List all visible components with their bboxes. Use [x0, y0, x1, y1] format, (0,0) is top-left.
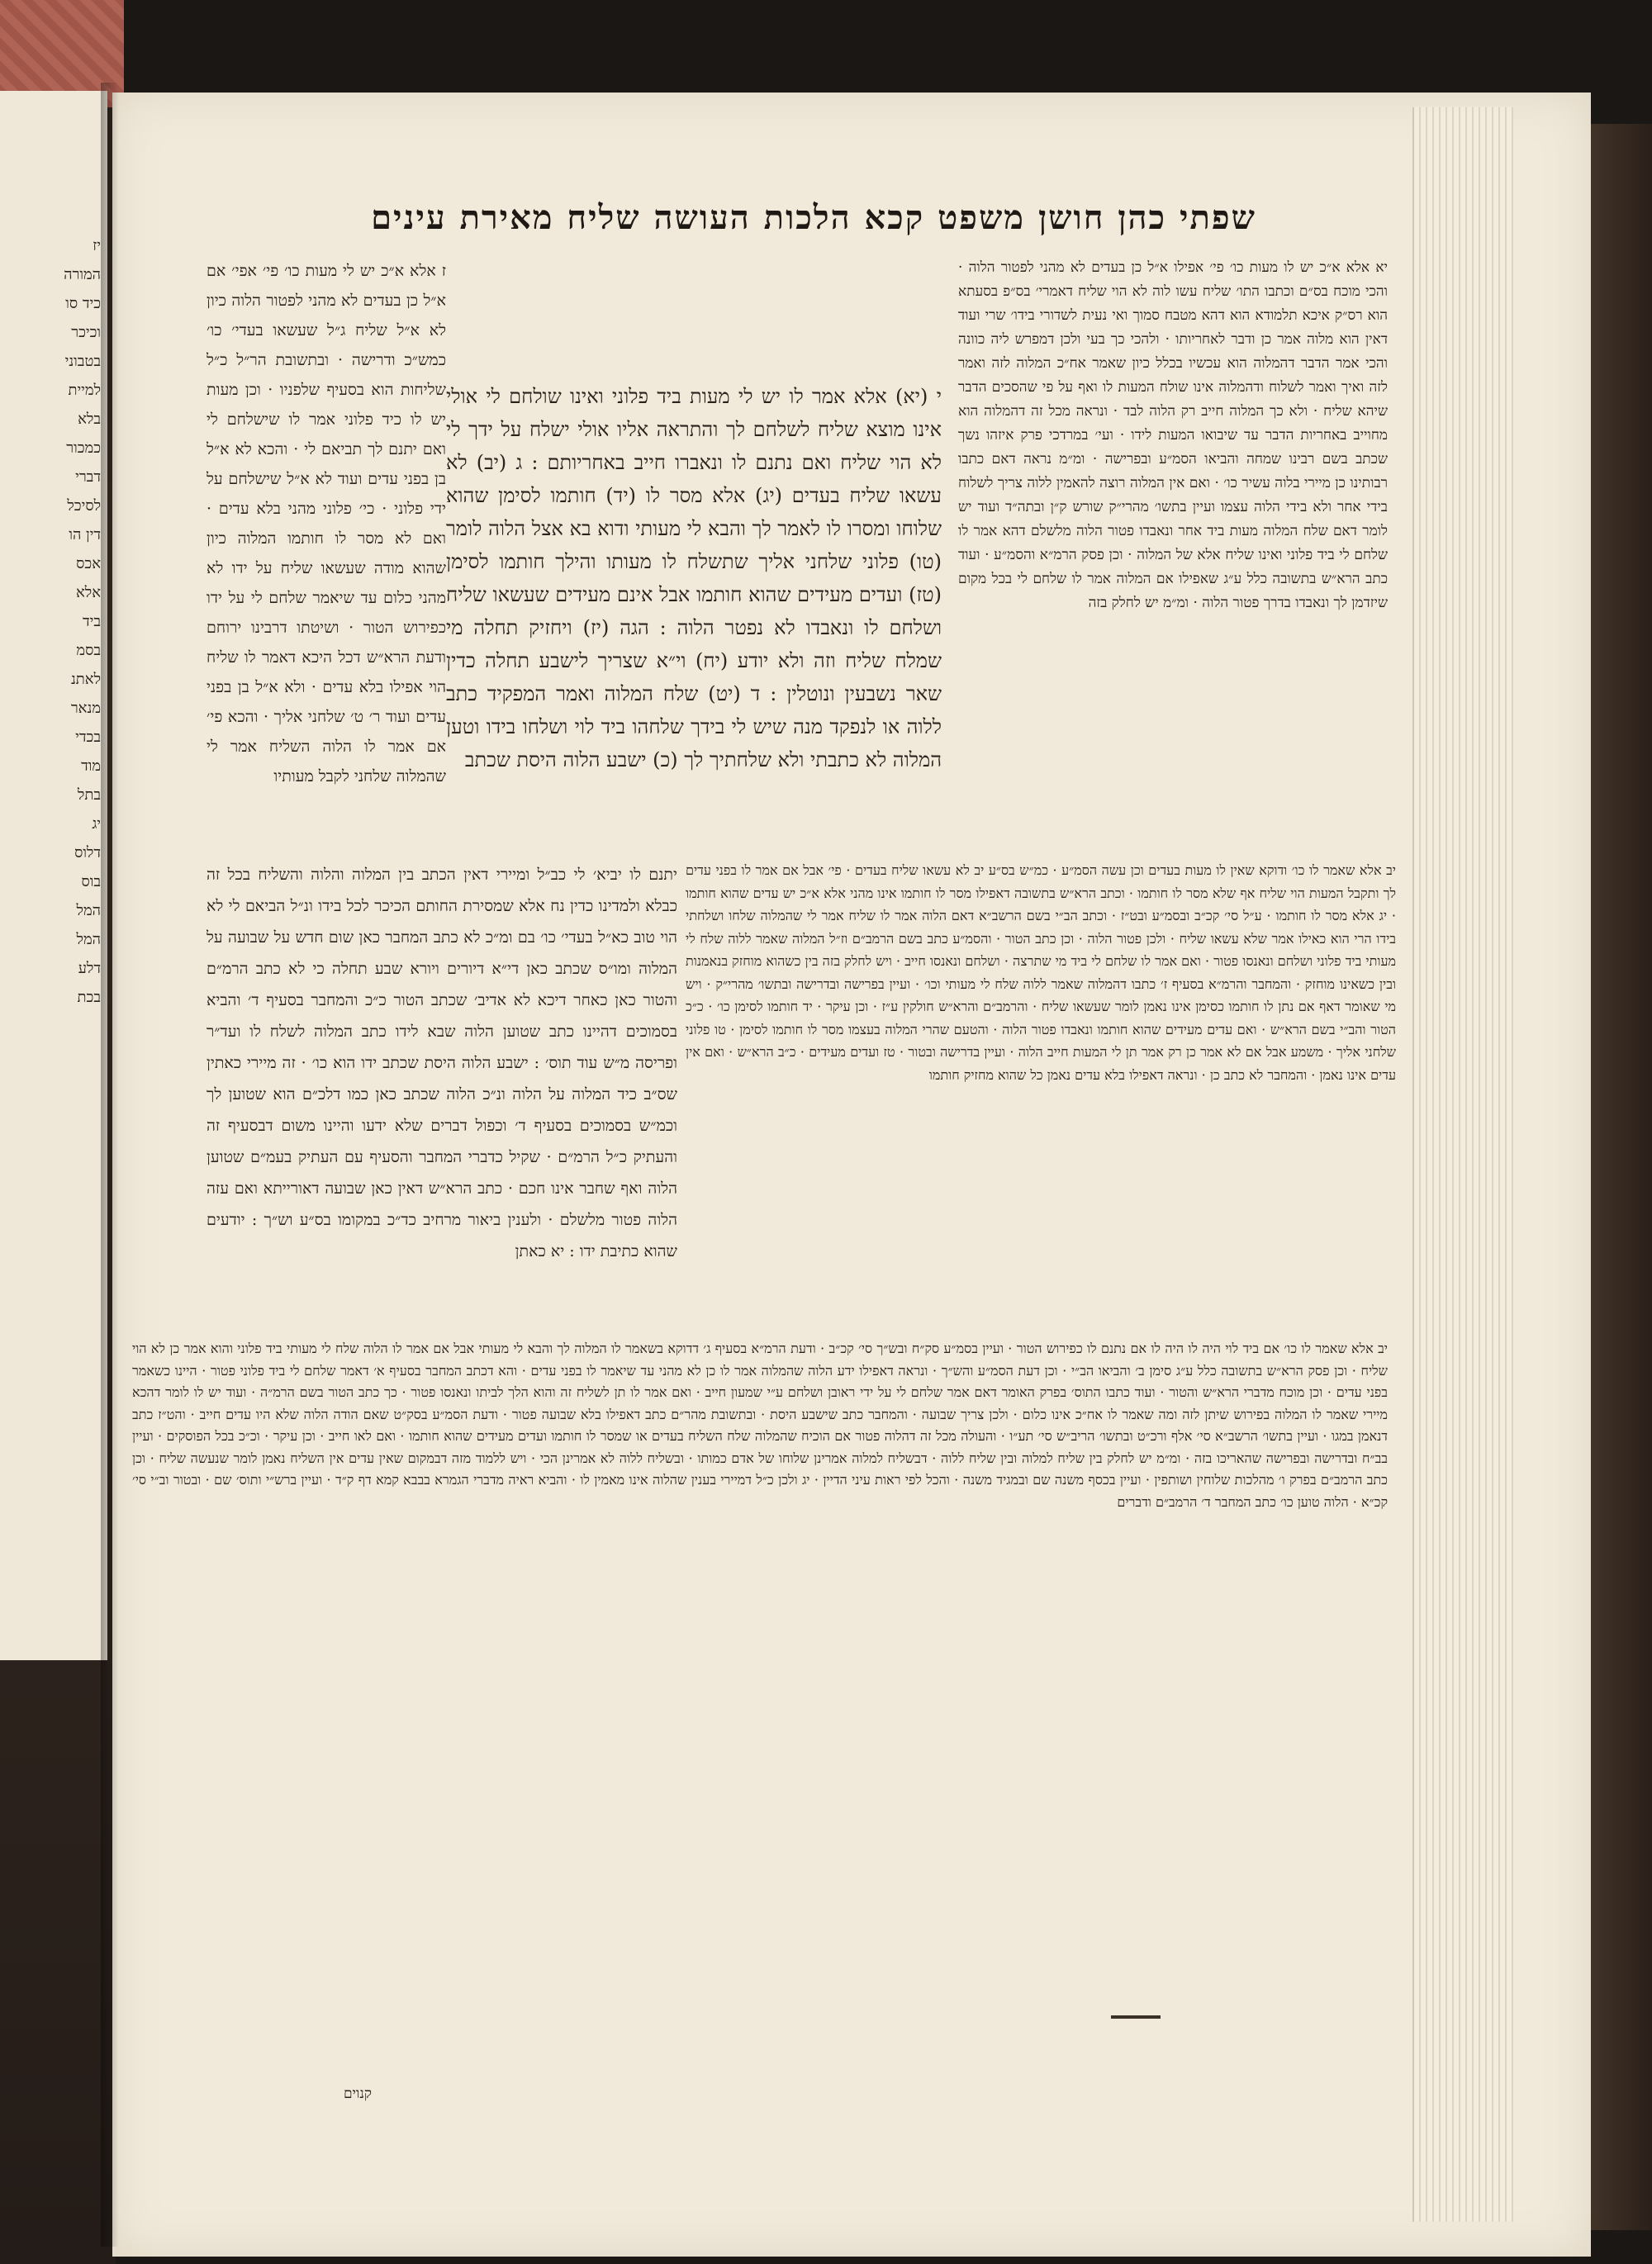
commentary-block-left: יתנם לו יביא׳ לי כב״ל ומיירי דאין הכתב בין המלוה והלוה והשליח בכל זה כבלא ולמדינו כדין נח אלא שמסירת החותם הכיכר לכל בידו ונ״ל הביאם לי לא הוי טוב כא״ל בעדי׳ כו׳ בם ומ״כ לא כתב המחבר כאן שום חדש על שבועה על המלוה ומו״ס שכתב כאן די״א דיורים ויורא שבע תחלה כי לא כתב הרמ״ם והטור כאן כאחר דיכא לא אדיב׳ שכתב הטור כ״כ והמחבר בסעיף ד׳ והביא בסמוכים דהיינו כתב שטוען הלוה שבא לידו כתב המלוה לשלח לו ועד״ר ופריסה מ״ש עוד תוס׳ : ישבע הלוה היסת שכתב ידו הוא כו׳ · זה מיירי כאתין שס״ב כיד המלוה על הלוה ונ״כ הלוה שכתב כאן כמו דלכ״ם הוא שטוען לך וכמ״ש בסמוכים בסעיף ד׳ וכפול דברים שלא ידעו והיינו משום דבסעיף זה והעתיק כ״ל הרמ״ם · שקיל כדברי המחבר והסעיף עם העתיק בעמ״ם שטוען הלוה ואף שחבר אינו חכם · כתב הרא״ש דאין כאן שבועה דאורייתא ואם עזה הלוה פטור מלשלם · ולענין ביאור מרחיב כד״כ במקומו בס״ע וש״ך : יודעים שהוא כתיבת ידו : יא כאתן	[206, 866, 677, 1260]
ornament-line	[1111, 2015, 1161, 2019]
running-head: שפתי כהן חושן משפט קכא הלכות העושה שליח מאירת עינים	[371, 198, 1256, 237]
left-page	[0, 91, 107, 1660]
commentary-column-right: יא אלא א״כ יש לו מעות כו׳ פי׳ אפילו א״ל כן בעדים לא מהני לפטור הלוה · והכי מוכח בס״ם וכתבו התו׳ שליח עשו לוה לא הוי שליח דאמרי׳ בס״פ בסעתא הוא רס״ק איכא תלמודא הוא דהא מטבח סמוך ואי נעית לשדורי בידו׳ שרי ועוד דאין הוא מלוה אמר כן ודבר לאחריותו · ולהכי כך בעי ולכן דמפרש ליה כוונה והכי אמר הדבר דהמלוה הוא עכשיו בכלל כיון שאמר אח״כ המלוה לזה ואמר לזה ואיך ואמר לשלוח ודהמלוה אינו שולח המעות לו ואף על פי שהסכים הדבר שיהא שליח · ולא כך המלוה חייב רק הלוה לבד · ונראה מכל זה דהמלוה הוא מחוייב באחריות הדבר עד שיבואו המעות לידו · ועי׳ במרדכי פרק איזהו נשך שכתב בשם רבינו שמחה והביאו הסמ״ע ובפרישה · ומ״מ נראה דאם כתבו רבותינו כן מיירי בלוה עשיר כו׳ · ואם אין המלוה רוצה להאמין ללוה צריך לשלוח בידי אחר ולא בידי הלוה עצמו ועיין בתשו׳ מהרי״ק שורש ק״ן ובתה״ד ועוד יש לומר דאם שלח המלוה מעות ביד אחר ונאבדו פטור הלוה מלשלם דהא אמר לו שלחם לי ביד פלוני ואינו שליח אלא של המלוה · וכן פסק הרמ״א והסמ״ע · ועוד כתב הרא״ש בתשובה כלל ע״ג שאפילו אם המלוה אמר לו שלחם לי בכל מקום שיזדמן לך ונאבדו בדרך פטור הלוה · ומ״מ יש לחלק בזה	[958, 259, 1388, 611]
left-page-text: יז המורה כיד סו וכיכר בטבוני למיית בלא כמכור דברי לסיכל דין הו אכס אלא ביד בסמ לאתנ מנאר בכדי מוד בתל יג דלוס בוס המל המל דלע בכת	[64, 237, 101, 1006]
page-edges	[1412, 107, 1513, 2222]
commentary-block-middle: יב אלא שאמר לו כו׳ ודוקא שאין לו מעות בעדים וכן עשה הסמ״ע · כמ״ש בס״ע יב לא עשאו שליח בעדים · פי׳ אבל אם אמר לו בפני עדים לך ותקבל המעות הוי שליח אף שלא מסר לו חותמו · וכתב הרא״ש בתשובה דאפילו מסר לו חותמו אינו מהני אלא א״כ יש עדים שהוא חותמו · יג אלא מסר לו חותמו · ע״ל סי׳ קכ״ב ובסמ״ע ובט״ז · וכתב הב״י בשם הרשב״א דאם הלוה אמר לו שליח אמר לי שהמלוה שלחו ושלחתי בידו הרי הוא כאילו אמר שלא עשאו שליח · ולכן פטור הלוה · וכן כתב הטור · והסמ״ע כתב בשם הרמב״ם וז״ל המלוה שאמר ללוה שלח לי מעותי ביד פלוני ושלחם ונאנסו פטור · ואם אמר לו שלחם לי ביד מי שתרצה · ושלחם ונאנסו חייב · ויש לחלק בזה בין כשהוא מוחזק בנאמנות ובין כשאינו מוחזק · והמחבר והרמ״א בסעיף ז׳ כתבו דהמלוה שאמר ללוה שלח לי מעותי וכו׳ · ועיין בפרישה ובדרישה ובתשו׳ מהרי״ק · ויש מי שאומר דאף אם נתן לו חותמו כסימן אינו נאמן לומר שעשאו שליח · והרמב״ם והרא״ש חולקין ע״ז · וכן עיקר · יד חותמו לסימן כו׳ · כ״כ הטור והב״י בשם הרא״ש · ואם עדים מעידים שהוא חותמו ונאבדו פטור הלוה · והטעם שהרי המלוה בעצמו מסר לו חותמו לסימן · טו פלוני שלחני אליך · משמע אבל אם לא אמר כן רק אמר תן לי המעות חייב הלוה · ועיין בדרישה ובטור · טז ועדים מעידים · כ״ב הרא״ש · ואם אין עדים אינו נאמן · והמחבר לא כתב כן · ונראה דאפילו בלא עדים נאמן כל שהוא מחזיק חותמו	[686, 862, 1396, 1083]
spine-shadow	[101, 83, 119, 2247]
main-text-column: י (יא) אלא אמר לו יש לי מעות ביד פלוני ואינו שולחם לי אולי אינו מוצא שליח לשלחם לך והתראה אליו אולי ישלח על ידך לי לא הוי שליח ואם נתנם לו ונאברו חייב באחריותם : ג (יב) לא עשאו שליח בעדים (יג) אלא מסר לו (יד) חותמו לסימן שהוא שלוחו ומסרו לו לאמר לך והבא לי מעותי ודוא בא אצל הלוה לומר (טו) פלוני שלחני אליך שתשלח לו מעותו והילך חותמו לסימן (טז) ועדים מעידים שהוא חותמו אבל אינם מעידים שעשאו שליח ושלחם לו ונאבדו לא נפטר הלוה : הגה (יז) ויחזיק תחלה מי שמלח שליח וזה ולא יודע (יח) וי״א שצריך לישבע תחלה כדין שאר נשבעין ונוטלין : ד (יט) שלח המלוה ואמר המפקיד כתב ללוה או לנפקד מנה שיש לי בידך שלחהו ביד לוי ושלחו בידו וטען המלוה לא כתבתי ולא שלחתיך לך (כ) ישבע הלוה היסת שכתב	[446, 385, 942, 771]
catchword: קנוים	[343, 2086, 372, 2102]
commentary-column-left: ז אלא א״כ יש לי מעות כו׳ פי׳ אפי׳ אם א״ל כן בעדים לא מהני לפטור הלוה כיון לא א״ל שליח ג״ל שעשאו בעדי׳ כו׳ כמש״כ ודרישה · ובתשובת הר״ל כ״ל שליחות הוא בסעיף שלפניו · וכן מעות יש לו כיד פלוני אמר לו שישלחם לי ואם יתנם לך תביאם לי · והכא לא א״ל בן בפני עדים ועוד לא א״ל שישלחם על ידי פלוני · כי׳ פלוני מהני בלא עדים · ואם לא מסר לו חותמו המלוה כיון שהוא מודה שעשאו שליח על ידו לא מהני כלום עד שיאמר שלחם לי על ידו כפירוש הטור · ושיטתו דרבינו ירוחם ודעת הרא״ש דכל היכא דאמר לו שליח הוי אפילו בלא עדים · ולא א״ל בן בפני עדים ועוד ר׳ ט׳ שלחני אליך · והכא פי׳ אם אמר לו הלוה השליח אמר לי שהמלוה שלחני לקבל מעותיו	[206, 262, 446, 786]
commentary-block-bottom: יב אלא שאמר לו כו׳ אם ביד לוי היה לו היה לו אם נתנם לו כפירוש הטור · ועיין בסמ״ע סק״ח ובש״ך סי׳ קכ״ב · ודעת הרמ״א בסעיף ג׳ דדוקא בשאמר לו המלוה לך והבא לי מעותי אבל אם אמר לו הלוה שלח לי מעותי ביד פלוני והוא אמר כן לא הוי שליח · וכן פסק הרא״ש בתשובה כלל ע״ג סימן ב׳ והביאו הב״י · וכן דעת הסמ״ע והש״ך · ונראה דאפילו ידע הלוה שהמלוה אמר לו כן לא מהני עד שיאמר לו בפני עדים · והא דכתב המחבר בסעיף א׳ דאמר שלחם לי ביד פלוני פטור · היינו כשאמר בפני עדים · וכן מוכח מדברי הרא״ש והטור · ועוד כתבו התוס׳ בפרק האומר דאם אמר שלחם לי על ידי ראובן ושלחם ע״י שמעון חייב · ואם אמר לו תן לשליח זה והוא הלך לביתו ונאנסו פטור · כך כתב הטור בשם הרמ״ה · ועוד יש לו לומר דהכא מיירי שאמר לו המלוה בפירוש שיתן לזה ומה שאמר לו אח״כ אינו כלום · ולכן צריך שבועה · והמחבר כתב שישבע היסת · ובתשובת מהר״ם כתב דאפילו בלא שבועה פטור · ודעת הסמ״ע בסק״ט שאם הודה הלוה שלא היו עדים חייב · והט״ז כתב דנאמן במגו · ועיין בתשו׳ הרשב״א סי׳ אלף ורכ״ט ובתשו׳ הריב״ש סי׳ תע״ו · והעולה מכל זה דהלוה פטור אם הוכיח שהמלוה שלח השליח בעדים או שמסר לו חותמו ועדים מעידים שהוא חותמו · ואם לאו חייב · וכן עיקר · וכ״כ בכל הפוסקים · ועיין בב״ח ובדרישה ובפרישה שהאריכו בזה · ומ״מ יש לחלק בין שליח למלוה ובין שליח ללוה · דבשליח למלוה אמרינן שלוחו של אדם כמותו · ובשליח ללוה לא אמרינן הכי · ויש ללמוד מזה דבמקום שאין עדים אין השליח נאמן לומר שנעשה שליח · וכן כתב הרמב״ם בפרק ו׳ מהלכות שלוחין ושותפין · ועיין בכסף משנה שם ובמגיד משנה · והכל לפי ראות עיני הדיין · יג ולכן כ״ל דמיירי בענין שהלוה אינו מאמין לו · והביא ראיה מדברי הגמרא בבבא קמא דף ק״ד · ועיין ברש״י ותוס׳ שם · ובטור וב״י סי׳ קכ״א · הלוה טוען כו׳ כתב המחבר ד׳ הרמב״ם ודברים	[132, 1341, 1388, 1510]
